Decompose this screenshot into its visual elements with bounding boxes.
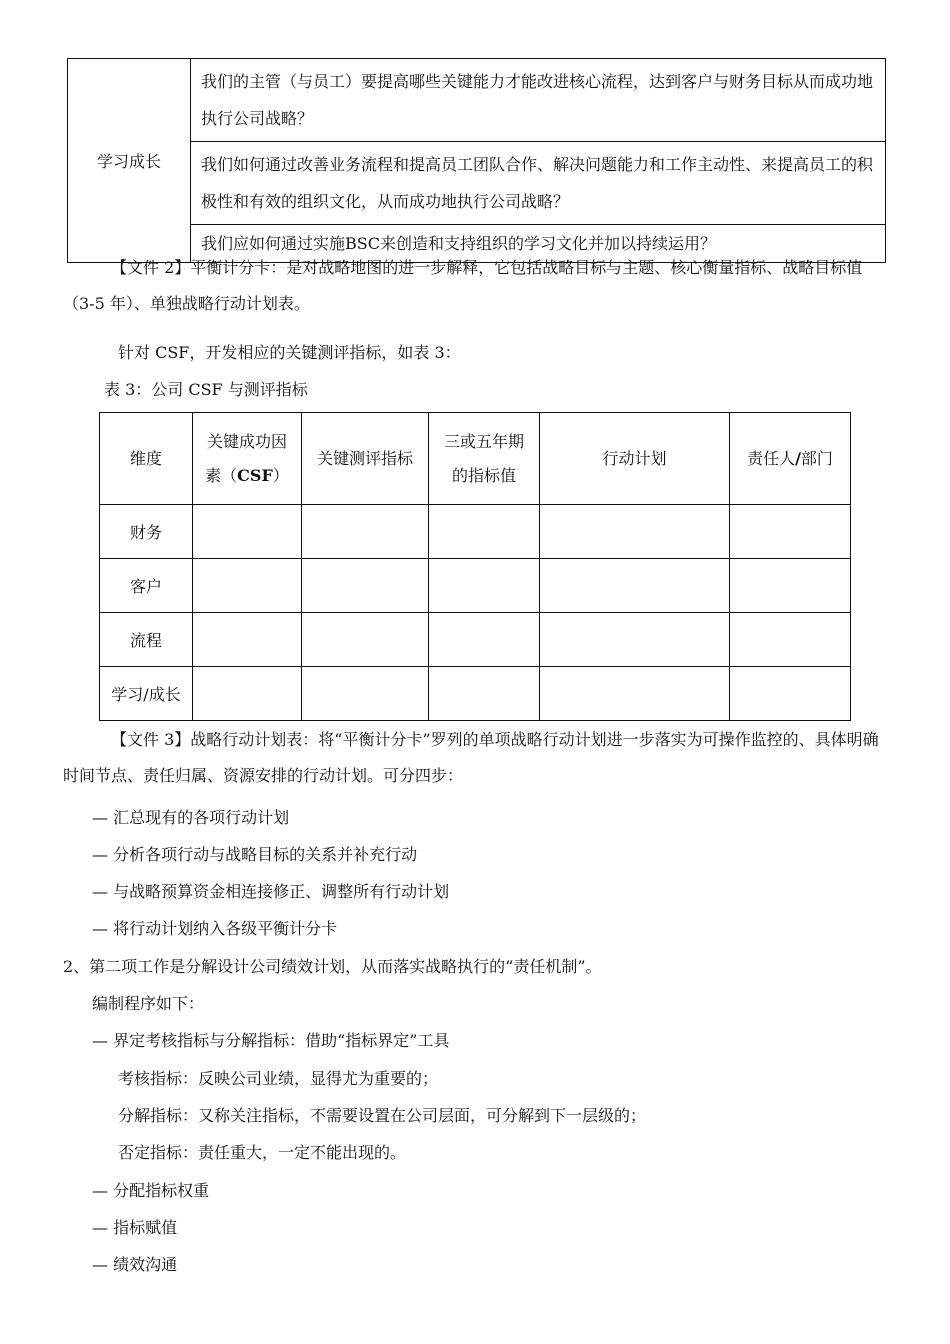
empty-cell [302, 667, 429, 721]
empty-cell [429, 505, 540, 559]
list-item: — 界定考核指标与分解指标：借助“指标界定”工具 [92, 1031, 450, 1050]
table-header-row [100, 413, 851, 505]
row-dimension: 学习/成长 [100, 667, 193, 721]
csf-metrics-table [99, 412, 851, 721]
empty-cell [193, 559, 302, 613]
file2-paragraph: 【文件 2】平衡计分卡：是对战略地图的进一步解释，它包括战略目标与主题、核心衡量指标、战略目标值（3-5 年）、单独战略行动计划表。 [63, 258, 863, 313]
header-csf-line1: 关键成功因 [206, 431, 287, 451]
question-cell: 我们如何通过改善业务流程和提高员工团队合作、解决问题能力和工作主动性、来提高员工的积极性和有效的组织文化，从而成功地执行公司战略？ [191, 142, 886, 225]
definition-item: 否定指标：责任重大，一定不能出现的。 [118, 1143, 407, 1162]
question-cell: 我们的主管（与员工）要提高哪些关键能力才能改进核心流程，达到客户与财务目标从而成功地执行公司战略？ [191, 59, 886, 142]
empty-cell [730, 667, 851, 721]
table-row [100, 559, 851, 613]
empty-cell [730, 559, 851, 613]
empty-cell [540, 505, 730, 559]
list-item: — 汇总现有的各项行动计划 [92, 808, 290, 827]
empty-cell [540, 667, 730, 721]
empty-cell [193, 613, 302, 667]
header-target-line1: 三或五年期 [443, 431, 524, 451]
list-item: — 与战略预算资金相连接修正、调整所有行动计划 [92, 882, 450, 901]
empty-cell [429, 667, 540, 721]
table-row [100, 667, 851, 721]
header-action: 行动计划 [540, 413, 730, 505]
empty-cell [302, 613, 429, 667]
empty-cell [730, 505, 851, 559]
header-owner-suffix: 部门 [800, 448, 833, 468]
learning-growth-table [67, 58, 886, 263]
table-row [68, 142, 886, 225]
header-owner-prefix: 责任人 [747, 448, 796, 468]
header-kpi: 关键测评指标 [302, 413, 429, 505]
list-item: — 指标赋值 [92, 1218, 178, 1237]
row-dimension: 流程 [100, 613, 193, 667]
table-row [100, 505, 851, 559]
table-row [100, 613, 851, 667]
section2-title: 2、第二项工作是分解设计公司绩效计划，从而落实战略执行的“责任机制”。 [63, 957, 602, 976]
header-owner [730, 413, 851, 505]
header-owner-slash: / [795, 448, 801, 468]
definition-item: 分解指标：又称关注指标，不需要设置在公司层面，可分解到下一层级的； [118, 1106, 647, 1125]
empty-cell [302, 505, 429, 559]
header-target-line2: 的指标值 [451, 465, 516, 485]
row-dimension: 客户 [100, 559, 193, 613]
file3-paragraph: 【文件 3】战略行动计划表：将“平衡计分卡”罗列的单项战略行动计划进一步落实为可操作监控的、具体明确时间节点、责任归属、资源安排的行动计划。可分四步： [63, 730, 879, 785]
header-target [429, 413, 540, 505]
empty-cell [540, 559, 730, 613]
empty-cell [429, 559, 540, 613]
list-item: — 将行动计划纳入各级平衡计分卡 [92, 919, 338, 938]
empty-cell [302, 559, 429, 613]
header-csf [193, 413, 302, 505]
row-dimension: 财务 [100, 505, 193, 559]
table-row [68, 59, 886, 142]
empty-cell [730, 613, 851, 667]
empty-cell [193, 667, 302, 721]
list-item: — 分配指标权重 [92, 1181, 210, 1200]
header-csf-prefix: 素（ [205, 465, 238, 485]
definition-item: 考核指标：反映公司业绩，显得尤为重要的； [118, 1069, 439, 1088]
table3-caption: 表 3：公司 CSF 与测评指标 [104, 380, 308, 399]
procedure-label: 编制程序如下： [92, 994, 205, 1013]
csf-intro: 针对 CSF，开发相应的关键测评指标，如表 3： [118, 343, 461, 362]
empty-cell [193, 505, 302, 559]
category-cell: 学习成长 [68, 59, 191, 263]
empty-cell [429, 613, 540, 667]
list-item: — 绩效沟通 [92, 1255, 178, 1274]
list-item: — 分析各项行动与战略目标的关系并补充行动 [92, 845, 418, 864]
header-csf-abbr: CSF [237, 465, 273, 485]
header-csf-suffix: ） [272, 465, 289, 485]
empty-cell [540, 613, 730, 667]
header-dimension: 维度 [100, 413, 193, 505]
question-cell: 我们应如何通过实施BSC来创造和支持组织的学习文化并加以持续运用？ [191, 225, 886, 263]
